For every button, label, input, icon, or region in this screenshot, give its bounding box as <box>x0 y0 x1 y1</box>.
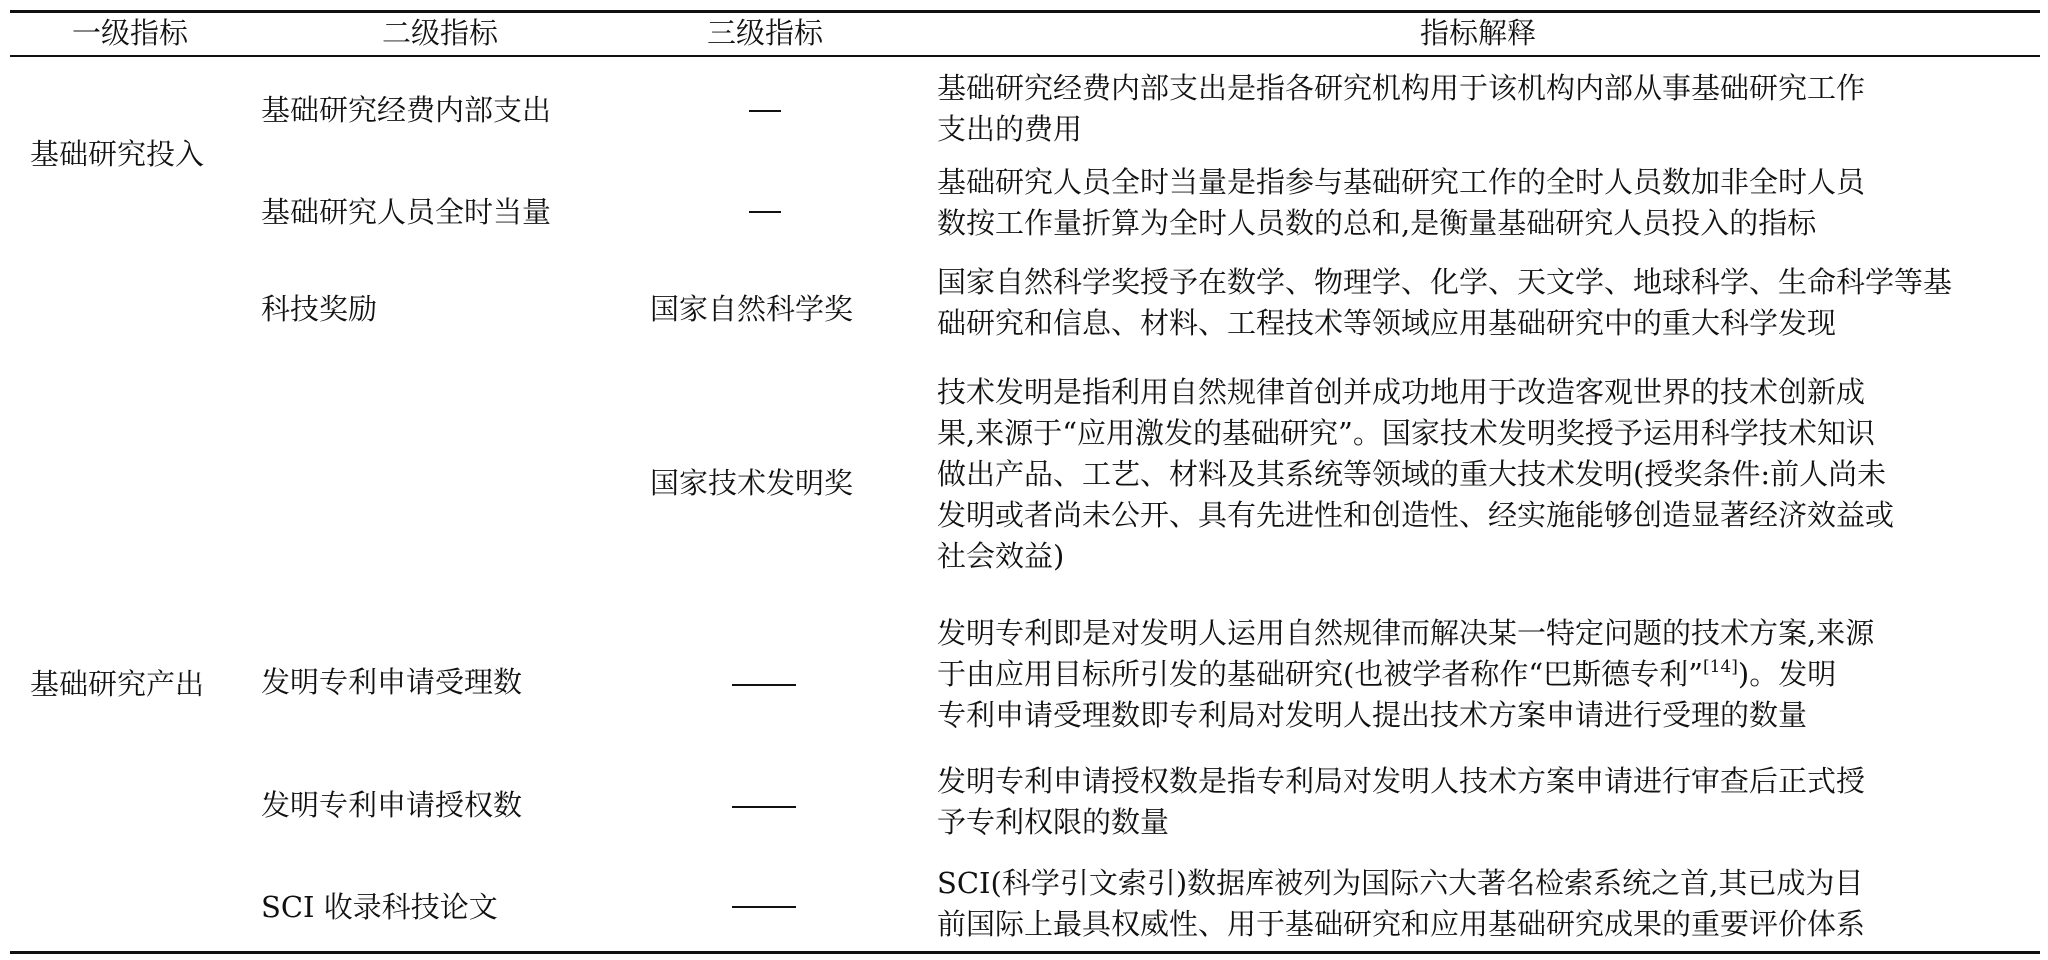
explanation-text: 于由应用目标所引发的基础研究(也被学者称作“巴斯德专利” <box>937 657 1703 691</box>
explanation-line: 予专利权限的数量 <box>937 805 1170 839</box>
explanation-line: 基础研究经费内部支出是指各研究机构用于该机构内部从事基础研究工作 <box>937 71 1866 105</box>
empty-dash <box>732 906 796 908</box>
explanation-line: 专利申请受理数即专利局对发明人提出技术方案申请进行受理的数量 <box>937 698 1808 732</box>
explanation-line: 社会效益) <box>937 539 1065 573</box>
explanation-line: 国家自然科学奖授予在数学、物理学、化学、天文学、地球科学、生命科学等基 <box>937 265 1953 299</box>
empty-dash <box>732 806 796 808</box>
explanation-line: 发明专利即是对发明人运用自然规律而解决某一特定问题的技术方案,来源 <box>937 616 1875 650</box>
level3-item: 国家自然科学奖 <box>650 292 854 326</box>
level2-item: 基础研究人员全时当量 <box>261 195 552 229</box>
empty-dash <box>749 211 781 213</box>
header-explanation: 指标解释 <box>1419 16 1536 50</box>
explanation-cell <box>937 262 2027 344</box>
explanation-line: 做出产品、工艺、材料及其系统等领域的重大技术发明(授奖条件:前人尚未 <box>937 457 1887 491</box>
empty-dash <box>749 110 781 112</box>
empty-dash <box>732 684 796 686</box>
explanation-line: 基础研究人员全时当量是指参与基础研究工作的全时人员数加非全时人员 <box>937 165 1866 199</box>
explanation-text: )。发明 <box>1737 657 1837 691</box>
level2-item: 基础研究经费内部支出 <box>261 93 552 127</box>
header-level1: 一级指标 <box>71 16 188 50</box>
explanation-cell <box>937 761 2027 843</box>
explanation-line: 果,来源于“应用激发的基础研究”。国家技术发明奖授予运用科学技术知识 <box>937 416 1875 450</box>
explanation-line: 础研究和信息、材料、工程技术等领域应用基础研究中的重大科学发现 <box>937 306 1837 340</box>
citation-ref: [14] <box>1702 657 1738 677</box>
level2-item: 发明专利申请受理数 <box>261 665 523 699</box>
explanation-line: 技术发明是指利用自然规律首创并成功地用于改造客观世界的技术创新成 <box>937 375 1866 409</box>
explanation-cell <box>937 68 2027 150</box>
table-header-rule <box>10 55 2040 57</box>
explanation-cell <box>937 613 2027 736</box>
table-bottom-rule <box>10 951 2040 954</box>
explanation-line: 发明专利申请授权数是指专利局对发明人技术方案申请进行审查后正式授 <box>937 764 1866 798</box>
table-top-rule <box>10 10 2040 13</box>
header-level3: 三级指标 <box>706 16 823 50</box>
explanation-line <box>937 654 2027 695</box>
explanation-cell <box>937 372 2027 577</box>
level2-item: 科技奖励 <box>261 292 378 326</box>
explanation-cell <box>937 863 2027 945</box>
explanation-line: 支出的费用 <box>937 112 1083 146</box>
level2-item: SCI 收录科技论文 <box>261 890 498 924</box>
explanation-cell <box>937 162 2027 244</box>
level1-input: 基础研究投入 <box>30 137 205 171</box>
header-level2: 二级指标 <box>381 16 498 50</box>
explanation-line: 前国际上最具权威性、用于基础研究和应用基础研究成果的重要评价体系 <box>937 907 1866 941</box>
level1-output: 基础研究产出 <box>30 667 205 701</box>
explanation-line: 发明或者尚未公开、具有先进性和创造性、经实施能够创造显著经济效益或 <box>937 498 1895 532</box>
level2-item: 发明专利申请授权数 <box>261 788 523 822</box>
explanation-line: 数按工作量折算为全时人员数的总和,是衡量基础研究人员投入的指标 <box>937 206 1817 240</box>
explanation-line: SCI(科学引文索引)数据库被列为国际六大著名检索系统之首,其已成为目 <box>937 866 1864 900</box>
level3-item: 国家技术发明奖 <box>650 466 854 500</box>
